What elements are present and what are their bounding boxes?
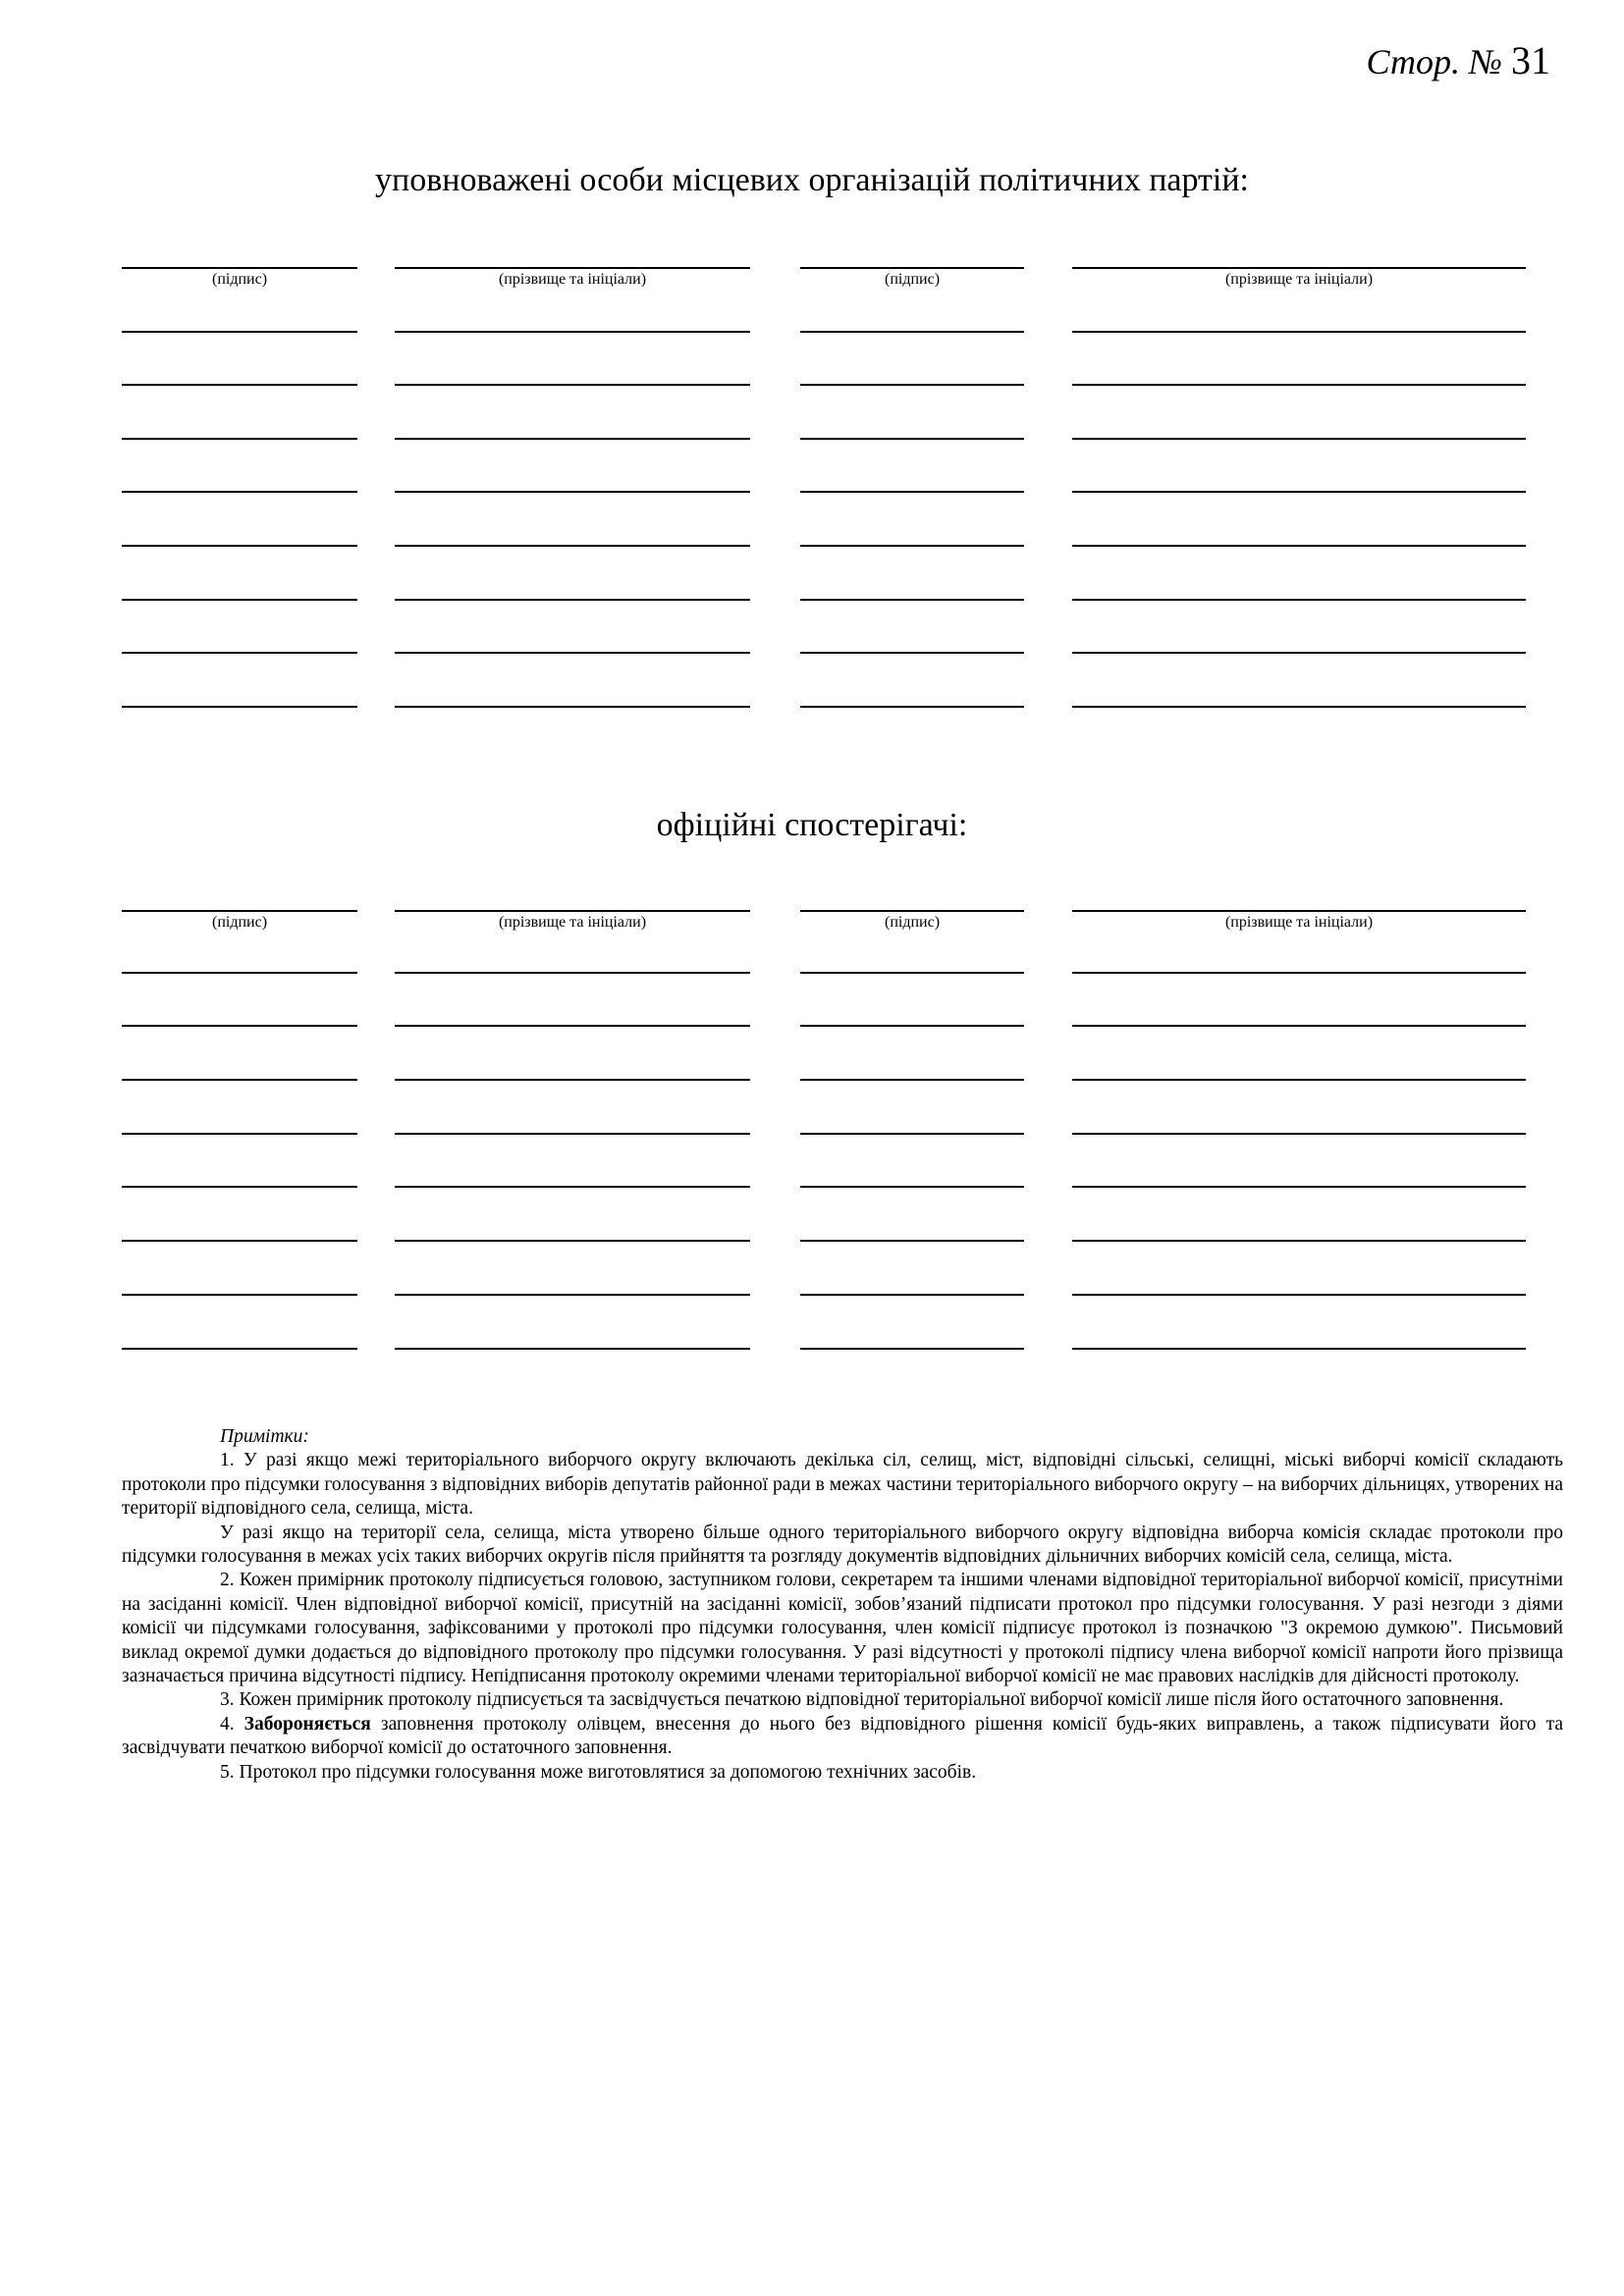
party-name-2-line — [1072, 267, 1526, 269]
observers-row-8-name-2-line — [1072, 1348, 1526, 1350]
observers-row-7-signature-line — [122, 1294, 357, 1296]
party-name-caption: (прізвище та ініціали) — [498, 271, 647, 288]
observers-name-caption: (прізвище та ініціали) — [498, 914, 647, 931]
observers-row-1-signature-line — [122, 972, 357, 974]
observers-signature-line — [122, 910, 357, 912]
note-4-rest: заповнення протоколу олівцем, внесення до нього без відповідного рішення комісії будь-яких виправлень, а також підписувати його та засвідчувати печаткою виборчої комісії до остаточного заповнення. — [122, 1713, 1563, 1759]
party-name-line — [395, 267, 750, 269]
note-4-prefix: 4. — [220, 1713, 244, 1735]
party-signature-line — [122, 267, 357, 269]
observers-row-5-signature-2-line — [800, 1186, 1024, 1188]
page-number — [1367, 37, 1550, 83]
party-row-6-signature-2-line — [800, 599, 1024, 601]
party-row-7-name-line — [395, 652, 750, 654]
party-row-5-name-line — [395, 545, 750, 547]
observers-row-3-name-line — [395, 1079, 750, 1081]
note-1b: У разі якщо на території села, селища, міста утворено більше одного територіального виборчого округу відповідна виборча комісія складає протоколи про підсумки голосування в межах усіх таких виборчих округів після прийняття та розгляду документів відповідних дільничних виборчих комісій села, селища, міста. — [122, 1522, 1563, 1568]
observers-name-2-caption: (прізвище та ініціали) — [1224, 914, 1374, 931]
observers-signature-caption: (підпис) — [211, 914, 268, 931]
notes-section — [122, 1425, 1563, 1785]
party-row-5-signature-line — [122, 545, 357, 547]
observers-row-1-name-2-line — [1072, 972, 1526, 974]
party-row-7-signature-2-line — [800, 652, 1024, 654]
observers-row-7-signature-2-line — [800, 1294, 1024, 1296]
party-row-8-signature-line — [122, 706, 357, 708]
party-row-8-signature-2-line — [800, 706, 1024, 708]
note-5: 5. Протокол про підсумки голосування може виготовлятися за допомогою технічних засобів. — [220, 1761, 977, 1783]
party-row-6-name-2-line — [1072, 599, 1526, 601]
party-row-7-signature-line — [122, 652, 357, 654]
observers-row-3-signature-line — [122, 1079, 357, 1081]
party-row-5-name-2-line — [1072, 545, 1526, 547]
party-row-3-name-2-line — [1072, 438, 1526, 440]
observers-row-8-signature-2-line — [800, 1348, 1024, 1350]
observers-row-6-signature-line — [122, 1240, 357, 1242]
observers-row-3-name-2-line — [1072, 1079, 1526, 1081]
observers-row-3-signature-2-line — [800, 1079, 1024, 1081]
observers-row-5-name-2-line — [1072, 1186, 1526, 1188]
party-row-1-signature-2-line — [800, 331, 1024, 333]
party-row-1-signature-line — [122, 331, 357, 333]
party-signature-caption: (підпис) — [211, 271, 268, 288]
party-signature-2-line — [800, 267, 1024, 269]
observers-row-1-name-line — [395, 972, 750, 974]
party-row-2-name-line — [395, 384, 750, 386]
observers-name-line — [395, 910, 750, 912]
party-representatives-title: уповноважені особи місцевих організацій політичних партій: — [375, 162, 1249, 198]
note-4-bold: Забороняється — [244, 1713, 371, 1735]
party-row-5-signature-2-line — [800, 545, 1024, 547]
note-1: 1. У разі якщо межі територіального виборчого округу включають декілька сіл, селищ, міст, відповідні сільські, селищні, міські виборчі комісії складають протоколи про підсумки голосування з відповідних виборів депутатів районної ради в межах частини територіального виборчого округу – на виборчих дільницях, утворених на території відповідного села, селища, міста. — [122, 1450, 1563, 1520]
party-row-3-signature-2-line — [800, 438, 1024, 440]
note-2: 2. Кожен примірник протоколу підписується головою, заступником голови, секретарем та іншими членами відповідної територіальної виборчої комісії, присутніми на засіданні комісії. Член відповідної виборчої комісії, присутній на засіданні комісії, зобов’язаний підписати протокол про підсумки голосування. У разі незгоди з діями комісії чи підсумками голосування, зафіксованими у протоколі про підсумки голосування, член комісії підписує протокол із позначкою "З окремою думкою". Письмовий виклад окремої думки додається до відповідного протоколу про підсумки голосування. У разі відсутності у протоколі підпису члена виборчої комісії напроти його прізвища зазначається причина відсутності підпису. Непідписання протоколу окремими членами територіальної виборчої комісії не має правових наслідків для дійсності протоколу. — [122, 1570, 1563, 1687]
party-row-6-name-line — [395, 599, 750, 601]
party-row-4-name-line — [395, 491, 750, 493]
party-row-2-signature-line — [122, 384, 357, 386]
observers-signature-2-caption: (підпис) — [884, 914, 941, 931]
party-row-1-name-2-line — [1072, 331, 1526, 333]
party-row-4-name-2-line — [1072, 491, 1526, 493]
observers-row-2-signature-2-line — [800, 1025, 1024, 1027]
party-row-4-signature-line — [122, 491, 357, 493]
party-row-2-signature-2-line — [800, 384, 1024, 386]
observers-row-7-name-2-line — [1072, 1294, 1526, 1296]
party-row-4-signature-2-line — [800, 491, 1024, 493]
party-row-2-name-2-line — [1072, 384, 1526, 386]
page-number-value: 31 — [1511, 38, 1550, 82]
observers-row-8-name-line — [395, 1348, 750, 1350]
note-4 — [122, 1713, 1563, 1761]
party-signature-2-caption: (підпис) — [884, 271, 941, 288]
observers-row-4-name-line — [395, 1133, 750, 1135]
party-name-2-caption: (прізвище та ініціали) — [1224, 271, 1374, 288]
observers-row-8-signature-line — [122, 1348, 357, 1350]
party-row-8-name-line — [395, 706, 750, 708]
observers-row-6-name-2-line — [1072, 1240, 1526, 1242]
observers-row-5-signature-line — [122, 1186, 357, 1188]
party-row-8-name-2-line — [1072, 706, 1526, 708]
party-row-1-name-line — [395, 331, 750, 333]
observers-name-2-line — [1072, 910, 1526, 912]
observers-row-5-name-line — [395, 1186, 750, 1188]
observers-row-2-signature-line — [122, 1025, 357, 1027]
party-row-3-name-line — [395, 438, 750, 440]
observers-title: офіційні спостерігачі: — [656, 807, 968, 843]
party-row-3-signature-line — [122, 438, 357, 440]
observers-signature-2-line — [800, 910, 1024, 912]
party-row-7-name-2-line — [1072, 652, 1526, 654]
observers-row-6-signature-2-line — [800, 1240, 1024, 1242]
party-row-6-signature-line — [122, 599, 357, 601]
observers-row-1-signature-2-line — [800, 972, 1024, 974]
notes-title: Примітки: — [220, 1426, 309, 1447]
observers-row-4-name-2-line — [1072, 1133, 1526, 1135]
observers-row-7-name-line — [395, 1294, 750, 1296]
observers-row-4-signature-line — [122, 1133, 357, 1135]
observers-row-6-name-line — [395, 1240, 750, 1242]
observers-row-2-name-line — [395, 1025, 750, 1027]
note-3: 3. Кожен примірник протоколу підписується та засвідчується печаткою відповідної територіальної виборчої комісії лише після його остаточного заповнення. — [220, 1689, 1504, 1711]
observers-row-4-signature-2-line — [800, 1133, 1024, 1135]
observers-row-2-name-2-line — [1072, 1025, 1526, 1027]
page-number-label: Стор. № — [1366, 42, 1502, 81]
